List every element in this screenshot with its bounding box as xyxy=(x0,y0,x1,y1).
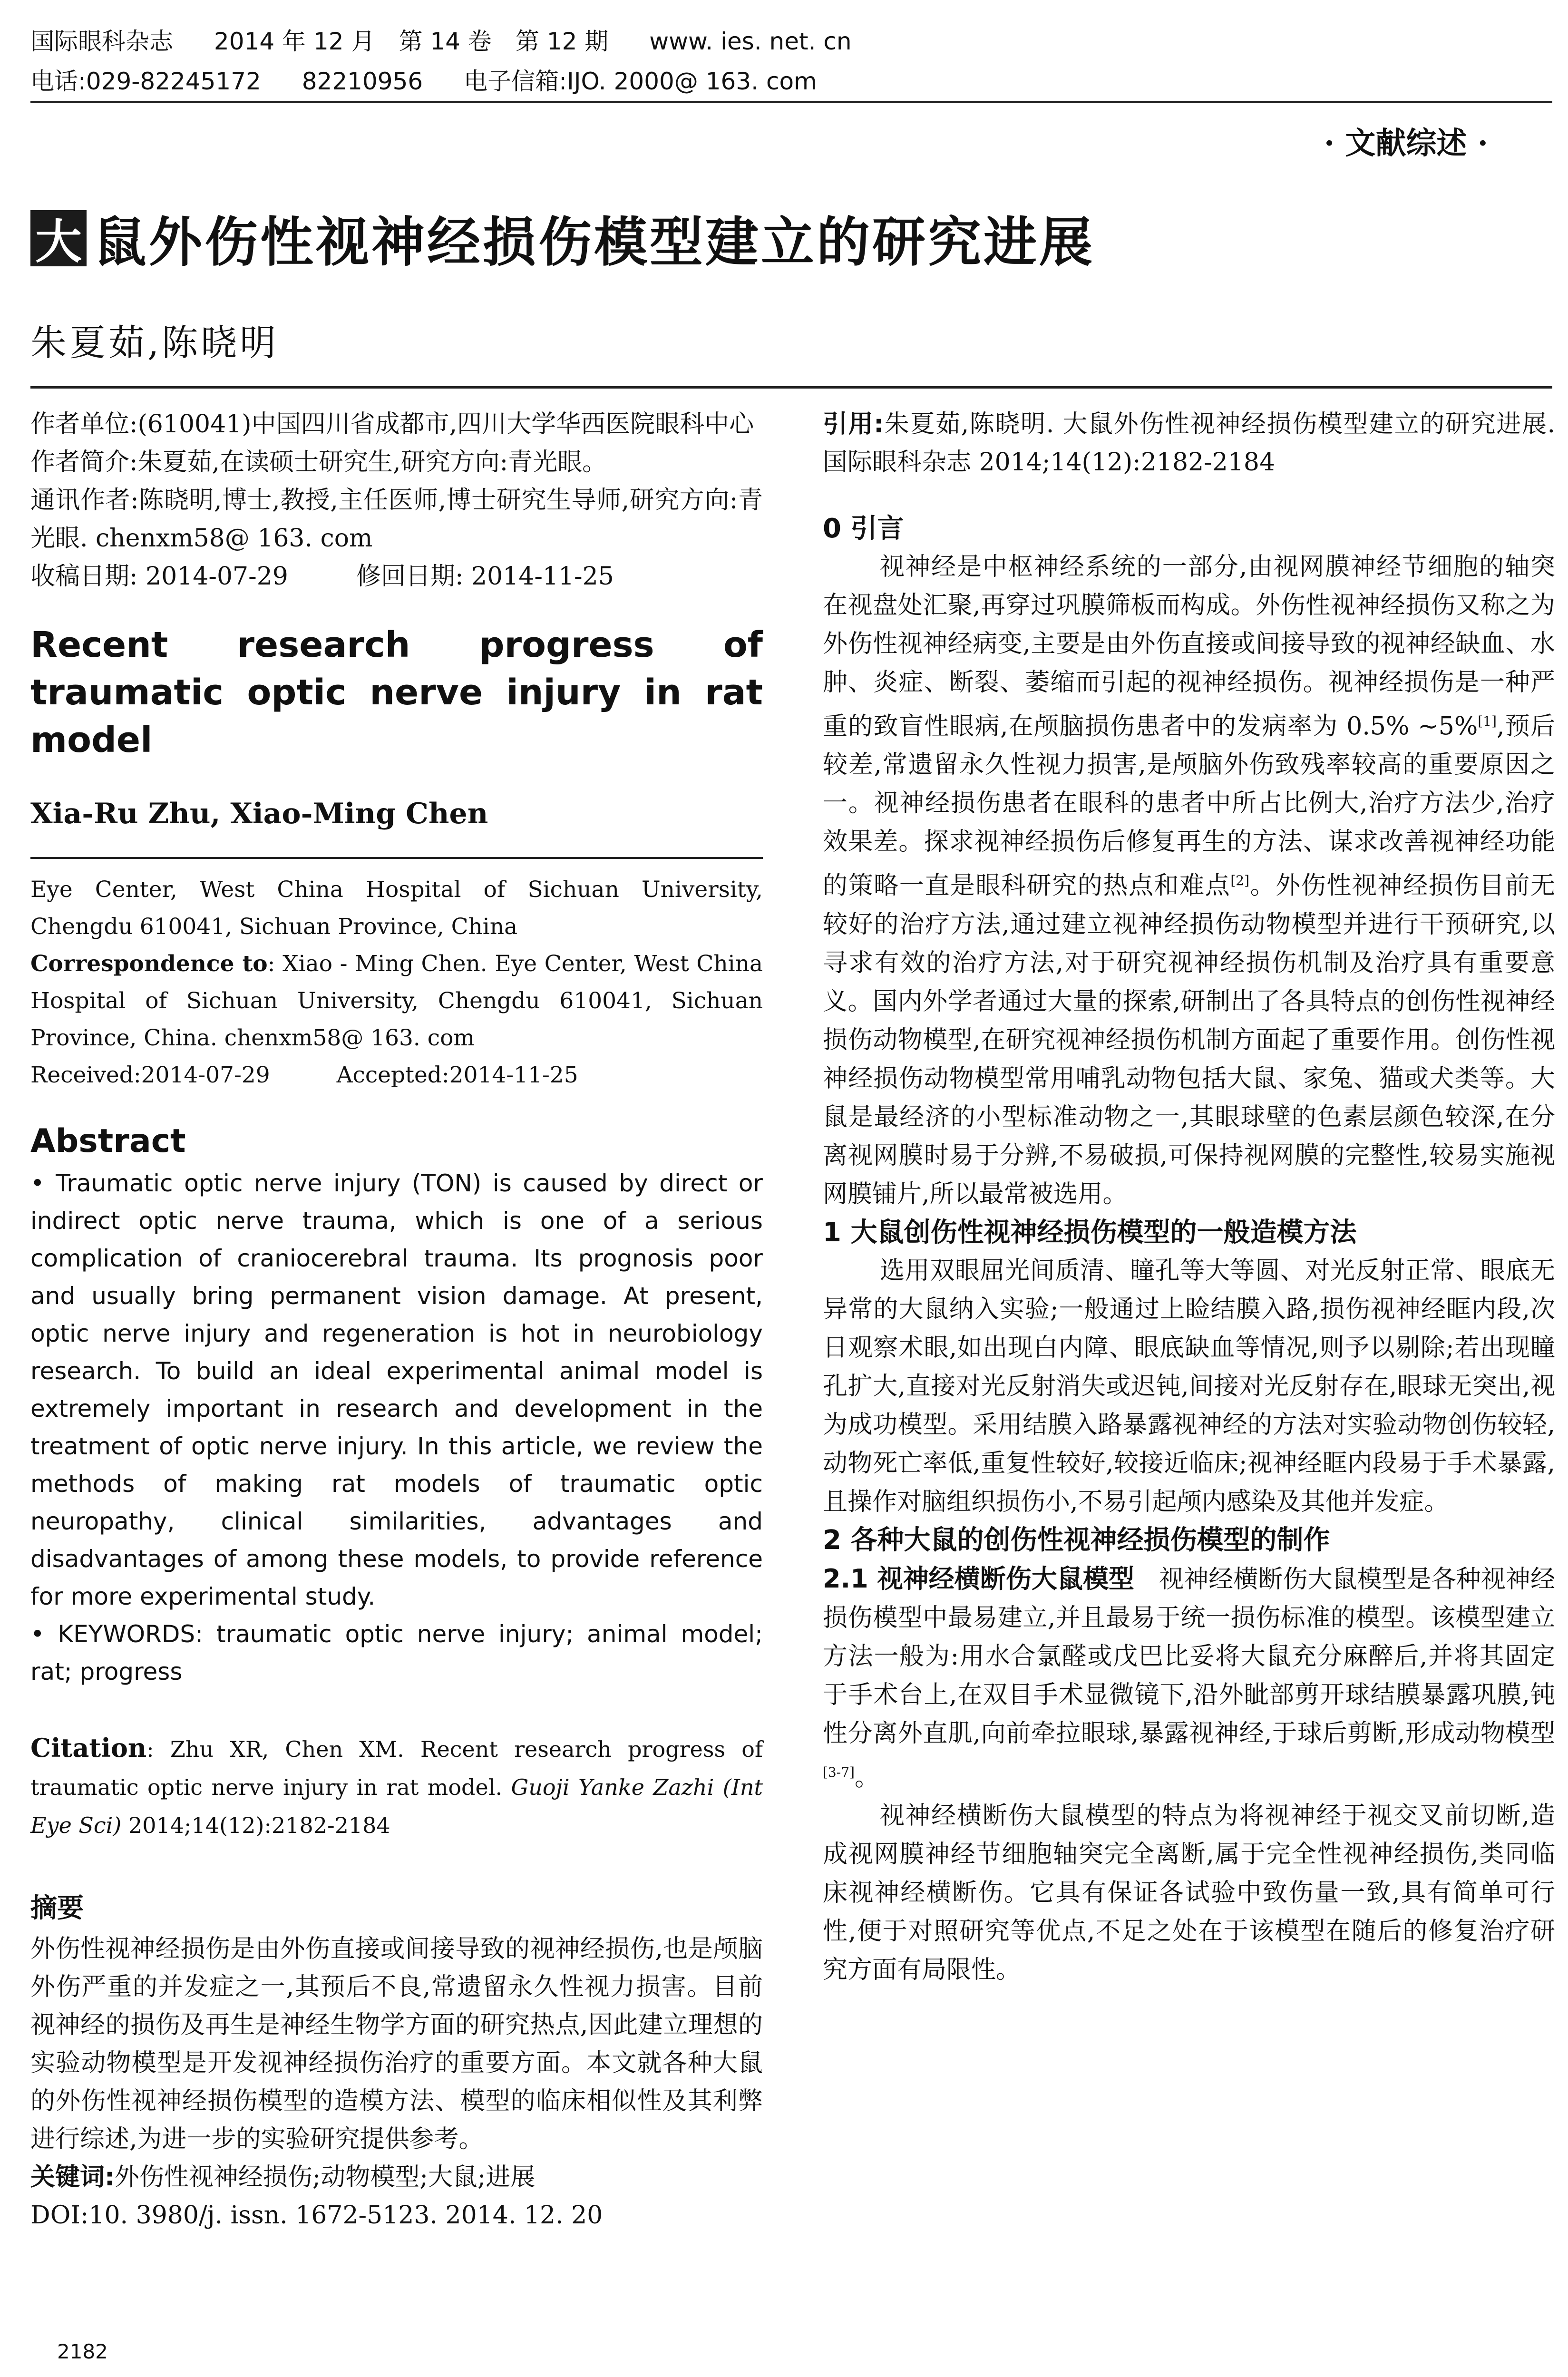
email[interactable]: 电子信箱:IJO. 2000@ 163. com xyxy=(464,68,817,95)
left-column xyxy=(30,405,763,2234)
citation-cn xyxy=(823,405,1555,481)
english-meta xyxy=(30,871,763,1094)
phone: 电话:029-82245172 xyxy=(30,68,261,95)
abstract-cn-heading: 摘要 xyxy=(30,1893,84,1924)
correspondence-text: : Xiao - Ming Chen. Eye Center, West China Hospital of Sichuan University, Chengdu 610041, Sichuan Province, China. chenxm58@ 163. com xyxy=(30,951,763,1051)
running-header-line2 xyxy=(30,65,1538,98)
page-number: 2182 xyxy=(57,2340,108,2363)
abstract-en-text: • Traumatic optic nerve injury (TON) is caused by direct or indirect optic nerve trauma, which is one of a serious complication of craniocerebral trauma. Its prognosis poor and usually bring permanent vision damage. At present, optic nerve injury and regeneration is hot in neurobiology research. To build an ideal experimental animal model is extremely important in research and development in the treatment of optic nerve injury. In this article, we review the methods of making rat models of traumatic optic neuropathy, clinical similarities, advantages and disadvantages of among these models, to provide reference for more experimental study. xyxy=(30,1169,763,1610)
author-bio-cn: 作者简介:朱夏茹,在读硕士研究生,研究方向:青光眼。 xyxy=(30,448,607,477)
article-title xyxy=(30,200,1095,276)
section-2-1-paragraph-2: 视神经横断伤大鼠模型的特点为将视神经于视交叉前切断,造成视网膜神经节细胞轴突完全离断,属于完全性视神经损伤,类同临床视神经横断伤。它具有保证各试验中致伤量一致,具有简单可行性,便于对照研究等优点,不足之处在于该模型在随后的修复治疗研究方面有局限性。 xyxy=(823,1801,1555,1984)
section-2-1-paragraph xyxy=(823,1559,1555,1797)
citation-label: Citation xyxy=(30,1733,147,1763)
right-column xyxy=(823,405,1555,1989)
section-tag: · 文献综述 · xyxy=(1324,126,1488,161)
abstract-heading: Abstract xyxy=(30,1122,186,1160)
section-2-1-heading: 2.1 视神经横断伤大鼠模型 xyxy=(823,1563,1135,1594)
section-0-text-a: 视神经是中枢神经系统的一部分,由视网膜神经节细胞的轴突在视盘处汇聚,再穿过巩膜筛板而构成。外伤性视神经损伤又称之为外伤性视神经病变,主要是由外伤直接或间接导致的视神经缺血、水肿、炎症、断裂、萎缩而引起的视神经损伤。视神经损伤是一种严重的致盲性眼病,在颅脑损伤患者中的发病率为 0.5% ~5% xyxy=(823,553,1555,741)
correspondence-en xyxy=(30,945,763,1057)
section-2-1-text-b: 。 xyxy=(854,1763,879,1792)
issue-info: 2014 年 12 月 第 14 卷 第 12 期 xyxy=(214,28,609,55)
journal-website[interactable]: www. ies. net. cn xyxy=(649,28,852,55)
revised-cn: 修回日期: 2014-11-25 xyxy=(356,562,614,591)
accepted-en: Accepted:2014-11-25 xyxy=(336,1062,578,1088)
keywords-cn-text: 外伤性视神经损伤;动物模型;大鼠;进展 xyxy=(114,2163,536,2192)
section-2-1-text-a: 视神经横断伤大鼠模型是各种视神经损伤模型中最易建立,并且最易于统一损伤标准的模型。该模型建立方法一般为:用水合氯醛或戊巴比妥将大鼠充分麻醉后,并将其固定于手术台上,在双目手术显微镜下,沿外眦部剪开球结膜暴露巩膜,钝性分离外直肌,向前牵拉眼球,暴露视神经,于球后剪断,形成动物模型 xyxy=(823,1565,1555,1748)
meta-cn xyxy=(30,405,763,595)
english-authors-rule xyxy=(30,857,763,859)
keywords-cn-label: 关键词: xyxy=(30,2163,115,2192)
authors-cn: 朱夏茹,陈晓明 xyxy=(30,321,279,364)
keywords-cn xyxy=(30,2158,763,2196)
section-0-heading: 0 引言 xyxy=(823,513,904,544)
title-rule xyxy=(30,386,1552,389)
reference-3-7[interactable]: [3-7] xyxy=(823,1764,855,1780)
fax: 82210956 xyxy=(302,68,423,95)
header-rule xyxy=(30,101,1552,103)
reference-1[interactable]: [1] xyxy=(1478,713,1497,729)
english-title: Recent research progress of traumatic optic nerve injury in rat model xyxy=(30,624,763,760)
section-1-paragraph: 选用双眼屈光间质清、瞳孔等大等圆、对光反射正常、眼底无异常的大鼠纳入实验;一般通过上睑结膜入路,损伤视神经眶内段,次日观察术眼,如出现白内障、眼底缺血等情况,则予以剔除;若出现瞳孔扩大,直接对光反射消失或迟钝,间接对光反射存在,眼球无突出,视为成功模型。采用结膜入路暴露视神经的方法对实验动物创伤较轻,动物死亡率低,重复性较好,较接近临床;视神经眶内段易于手术暴露,且操作对脑组织损伤小,不易引起颅内感染及其他并发症。 xyxy=(823,1256,1555,1516)
doi[interactable]: DOI:10. 3980/j. issn. 1672-5123. 2014. 12. 20 xyxy=(30,2201,603,2230)
correspondence-cn: 通讯作者:陈晓明,博士,教授,主任医师,博士研究生导师,研究方向:青光眼. chenxm58@ 163. com xyxy=(30,486,763,553)
dates-en xyxy=(30,1057,763,1094)
title-text: 鼠外伤性视神经损伤模型建立的研究进展 xyxy=(93,212,1095,273)
reference-2[interactable]: [2] xyxy=(1230,873,1249,889)
section-0-paragraph xyxy=(823,548,1555,1214)
citation-cn-label: 引用: xyxy=(823,410,884,438)
title-initial-badge: 大 xyxy=(30,210,87,266)
section-0-text-c: 。外伤性视神经损伤目前无较好的治疗方法,通过建立视神经损伤动物模型并进行干预研究,以寻求有效的治疗方法,对于研究视神经损伤机制及治疗具有重要意义。国内外学者通过大量的探索,研制出了各具特点的创伤性视神经损伤动物模型,在研究视神经损伤机制方面起了重要作用。创伤性视神经损伤动物模型常用哺乳动物包括大鼠、家兔、猫或犬类等。大鼠是最经济的小型标准动物之一,其眼球壁的色素层颜色较深,在分离视网膜时易于分辨,不易破损,可保持视网膜的完整性,较易实施视网膜铺片,所以最常被选用。 xyxy=(823,871,1555,1208)
received-cn: 收稿日期: 2014-07-29 xyxy=(30,562,288,591)
citation-en xyxy=(30,1729,763,1844)
received-en: Received:2014-07-29 xyxy=(30,1062,270,1088)
section-2-heading: 2 各种大鼠的创伤性视神经损伤模型的制作 xyxy=(823,1524,1330,1556)
abstract-cn-text: 外伤性视神经损伤是由外伤直接或间接导致的视神经损伤,也是颅脑外伤严重的并发症之一,其预后不良,常遗留永久性视力损害。目前视神经的损伤及再生是神经生物学方面的研究热点,因此建立理想的实验动物模型是开发视神经损伤治疗的重要方面。本文就各种大鼠的外伤性视神经损伤模型的造模方法、模型的临床相似性及其利弊进行综述,为进一步的实验研究提供参考。 xyxy=(30,1935,763,2153)
citation-journal: Guoji Yanke Zazhi (Int Eye Sci) xyxy=(30,1774,763,1838)
citation-tail: 2014;14(12):2182-2184 xyxy=(128,1812,390,1838)
dates-cn xyxy=(30,557,763,595)
journal-name: 国际眼科杂志 xyxy=(30,28,173,55)
citation-text: : Zhu XR, Chen XM. Recent research progress of traumatic optic nerve injury in rat model. xyxy=(30,1736,763,1800)
keywords-en: • KEYWORDS: traumatic optic nerve injury; animal model; rat; progress xyxy=(30,1620,763,1685)
correspondence-label: Correspondence to xyxy=(30,951,268,977)
running-header-line1 xyxy=(30,25,1538,58)
citation-cn-text: 朱夏茹,陈晓明. 大鼠外伤性视神经损伤模型建立的研究进展. 国际眼科杂志 2014;14(12):2182-2184 xyxy=(823,410,1556,477)
abstract-en xyxy=(30,1165,763,1691)
abstract-cn xyxy=(30,1930,763,2234)
affiliation-cn: 作者单位:(610041)中国四川省成都市,四川大学华西医院眼科中心 xyxy=(30,410,754,438)
section-1-heading: 1 大鼠创伤性视神经损伤模型的一般造模方法 xyxy=(823,1217,1357,1248)
section-0-text-b: ,预后较差,常遗留永久性视力损害,是颅脑外伤致残率较高的重要原因之一。视神经损伤患者在眼科的患者中所占比例大,治疗方法少,治疗效果差。探求视神经损伤后修复再生的方法、谋求改善视神经功能的策略一直是眼科研究的热点和难点 xyxy=(823,712,1555,900)
english-authors: Xia-Ru Zhu, Xiao-Ming Chen xyxy=(30,797,488,830)
affiliation-en: Eye Center, West China Hospital of Sichuan University, Chengdu 610041, Sichuan Province, China xyxy=(30,877,763,940)
